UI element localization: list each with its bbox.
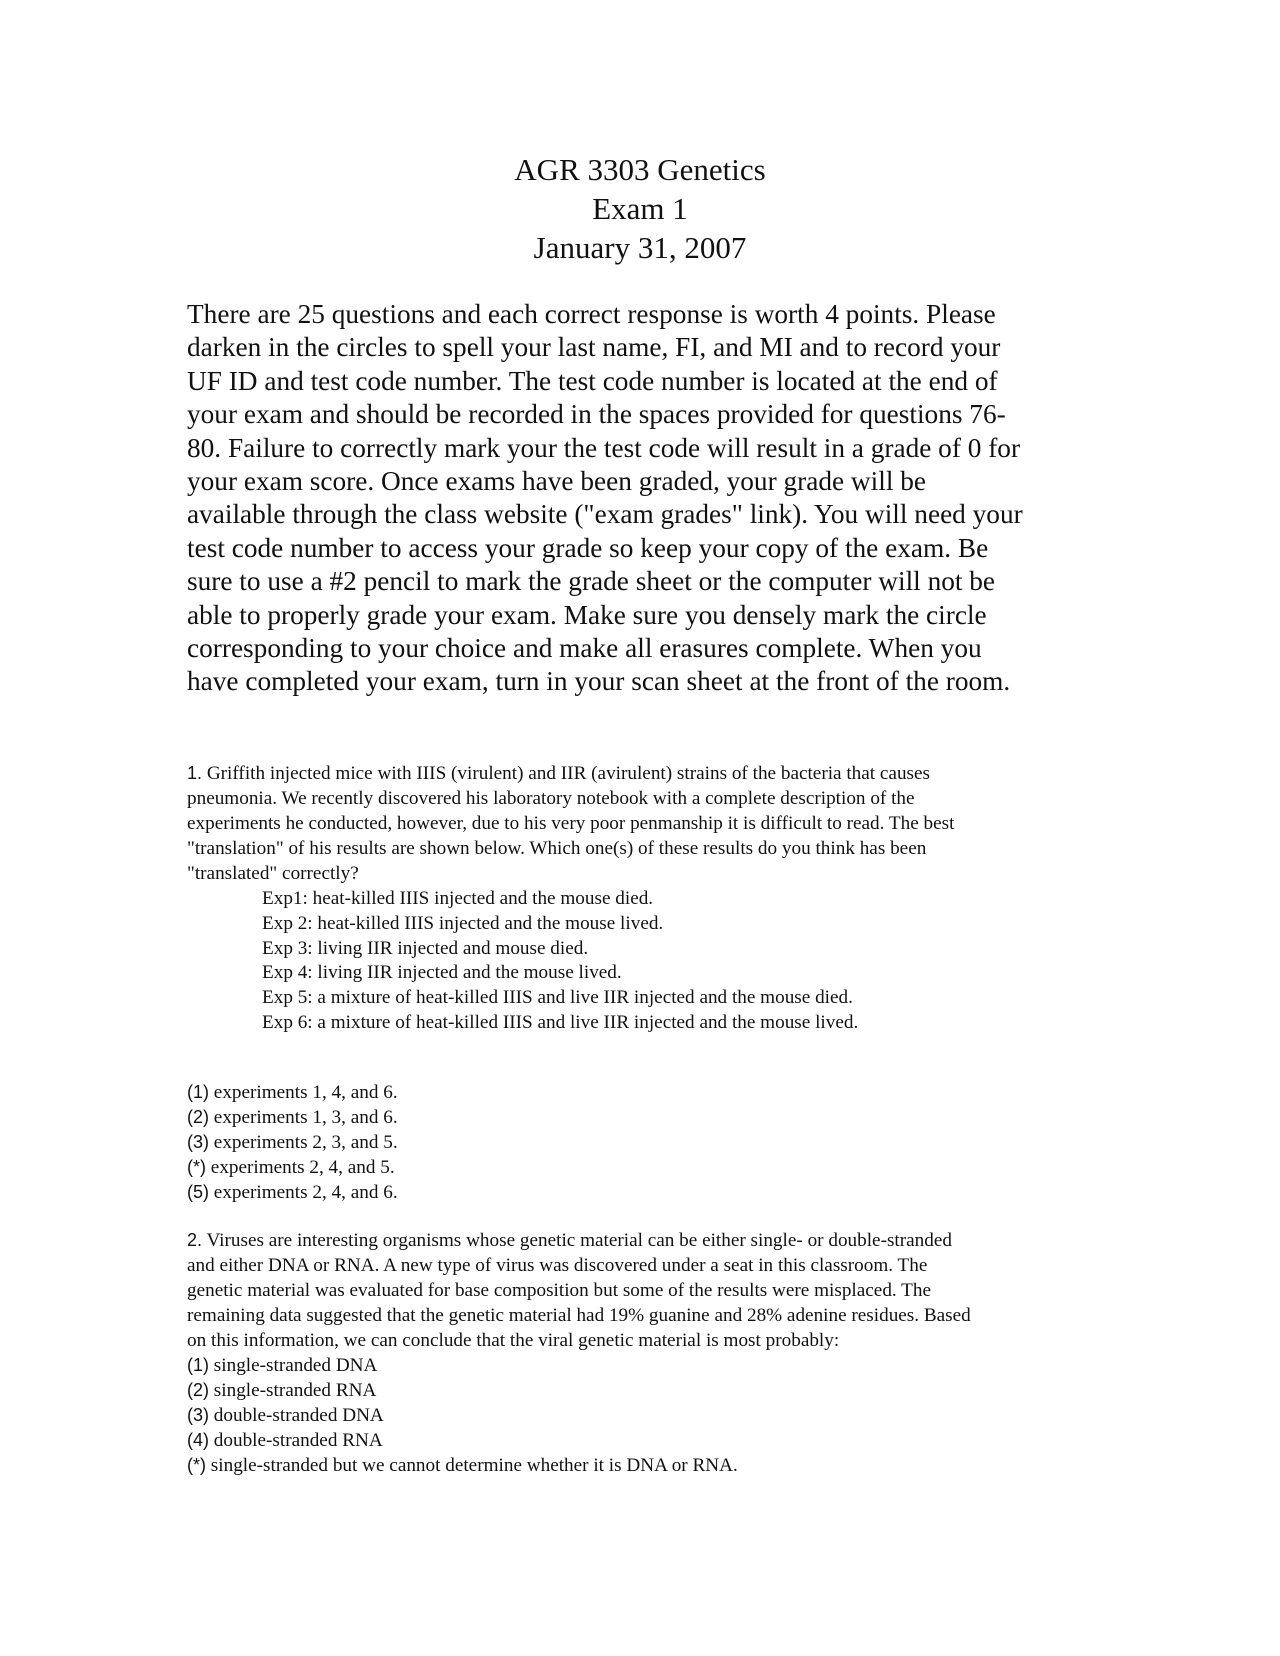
answer-choice [187,1130,398,1155]
question-1-line [187,761,1107,786]
experiment-item: Exp 5: a mixture of heat-killed IIIS and live IIR injected and the mouse died. [262,987,853,1009]
answer-choice [187,1080,398,1105]
question-2-line: on this information, we can conclude that the viral genetic material is most probably: [187,1330,840,1351]
question-1-line: experiments he conducted, however, due to his very poor penmanship it is difficult to read. The best [187,813,955,834]
instructions-line: darken in the circles to spell your last name, FI, and MI and to record your [187,332,1001,363]
choice-text: single-stranded DNA [209,1355,378,1376]
instructions-line: able to properly grade your exam. Make sure you densely mark the circle [187,599,987,630]
question-1-line: "translated" correctly? [187,863,359,884]
question-2-line [187,1228,1107,1253]
choice-text: double-stranded DNA [209,1405,384,1426]
instructions-line: 80. Failure to correctly mark your the test code will result in a grade of 0 for [187,432,1021,463]
question-1-line: "translation" of his results are shown below. Which one(s) of these results do you think has been [187,838,927,859]
choice-text: double-stranded RNA [209,1430,383,1451]
choice-marker: (3) [187,1132,209,1152]
question-1-experiments [262,887,858,1036]
exam-title: Exam 1 [592,191,688,226]
instructions-line: There are 25 questions and each correct response is worth 4 points. Please [187,299,996,329]
choice-text: single-stranded RNA [209,1380,377,1401]
choice-text: experiments 2, 3, and 5. [209,1132,398,1153]
instructions-line: corresponding to your choice and make all erasures complete. When you [187,633,982,664]
answer-choice [187,1428,738,1453]
question-1-line: pneumonia. We recently discovered his laboratory notebook with a complete description of the [187,788,915,809]
answer-choice [187,1180,398,1205]
answer-choice [187,1378,738,1403]
instructions-paragraph [187,298,1087,699]
answer-choice [187,1105,398,1130]
question-2-line: remaining data suggested that the genetic material had 19% guanine and 28% adenine residues. Based [187,1305,971,1326]
experiment-item: Exp 2: heat-killed IIIS injected and the mouse lived. [262,912,664,934]
exam-header [0,150,1280,267]
choice-text: experiments 1, 3, and 6. [209,1107,398,1128]
question-1-choices [187,1080,398,1205]
choice-marker: (3) [187,1405,209,1425]
choice-marker: (2) [187,1380,209,1400]
choice-marker: (*) [187,1157,206,1177]
choice-marker: (*) [187,1455,206,1475]
question-2-line: and either DNA or RNA. A new type of virus was discovered under a seat in this classroom. The [187,1255,928,1276]
choice-marker: (4) [187,1430,209,1450]
choice-marker: (1) [187,1355,209,1375]
answer-choice [187,1155,398,1180]
question-1 [187,761,1107,886]
question-1-number: 1. [187,763,203,783]
answer-choice [187,1453,738,1478]
instructions-line: available through the class website ("exam grades" link). You will need your [187,499,1023,530]
instructions-line: sure to use a #2 pencil to mark the grade sheet or the computer will not be [187,566,996,597]
question-2-line: genetic material was evaluated for base composition but some of the results were misplaced. The [187,1280,931,1301]
choice-text: experiments 1, 4, and 6. [209,1082,398,1103]
experiment-item: Exp 6: a mixture of heat-killed IIIS and live IIR injected and the mouse lived. [262,1011,859,1033]
course-title: AGR 3303 Genetics [514,152,766,187]
choice-marker: (2) [187,1107,209,1127]
choice-text: single-stranded but we cannot determine whether it is DNA or RNA. [206,1455,738,1476]
question-2-text: Viruses are interesting organisms whose genetic material can be either single- or double-stranded [202,1230,952,1251]
instructions-line: your exam and should be recorded in the spaces provided for questions 76- [187,399,1006,430]
instructions-line: test code number to access your grade so keep your copy of the exam. Be [187,532,989,563]
question-1-text: Griffith injected mice with IIIS (virulent) and IIR (avirulent) strains of the bacteria that causes [202,763,930,784]
experiment-item: Exp 4: living IIR injected and the mouse lived. [262,962,622,984]
choice-text: experiments 2, 4, and 6. [209,1182,398,1203]
experiment-item: Exp1: heat-killed IIIS injected and the mouse died. [262,888,654,909]
choice-marker: (5) [187,1182,209,1202]
choice-text: experiments 2, 4, and 5. [206,1157,395,1178]
question-2 [187,1228,1107,1353]
choice-marker: (1) [187,1082,209,1102]
exam-date: January 31, 2007 [533,230,747,265]
instructions-line: UF ID and test code number. The test code number is located at the end of [187,365,998,396]
answer-choice [187,1353,738,1378]
instructions-line: your exam score. Once exams have been graded, your grade will be [187,466,926,497]
experiment-item: Exp 3: living IIR injected and mouse died. [262,937,589,959]
question-2-choices [187,1353,738,1478]
question-2-number: 2. [187,1230,203,1250]
instructions-line: have completed your exam, turn in your scan sheet at the front of the room. [187,666,1011,697]
answer-choice [187,1403,738,1428]
